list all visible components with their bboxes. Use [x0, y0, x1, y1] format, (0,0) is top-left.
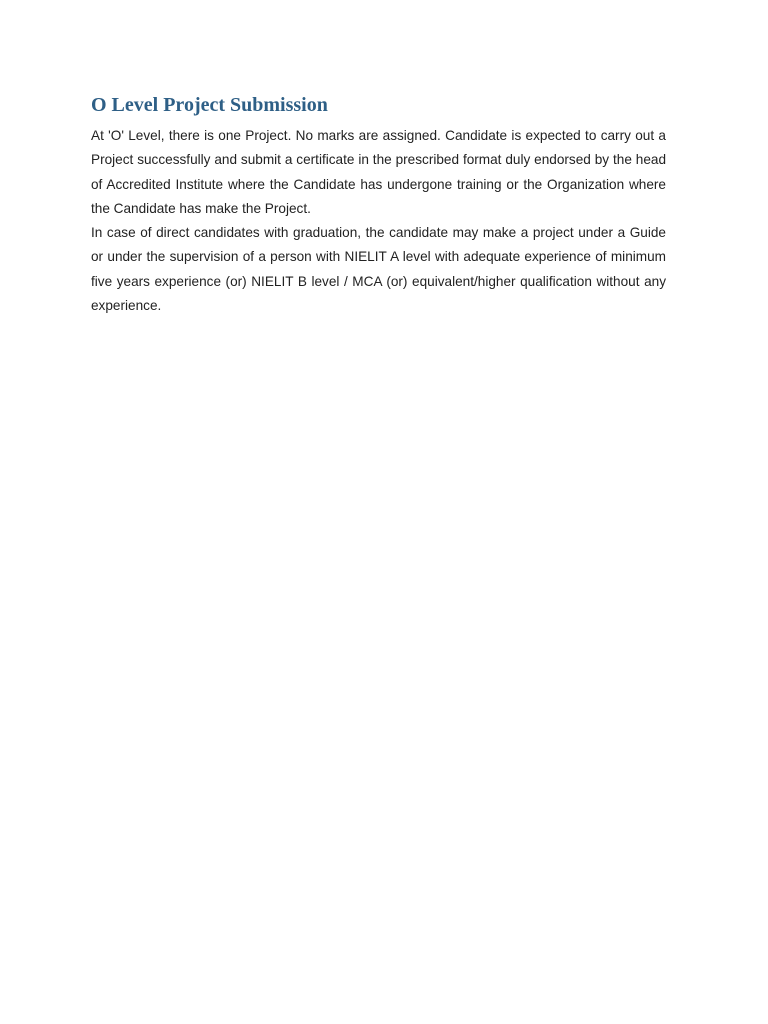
page-title: O Level Project Submission [91, 94, 328, 116]
paragraph-direct-candidates: In case of direct candidates with graduation, the candidate may make a project under a Guide or under the supervision of a person with NIELIT A level with adequate experience of minimum five years experience (or) NIELIT B level / MCA (or) equivalent/higher qualification without any experience. [91, 225, 666, 314]
paragraph-project-requirements: At 'O' Level, there is one Project. No marks are assigned. Candidate is expected to carry out a Project successfully and submit a certificate in the prescribed format duly endorsed by the head of Accredited Institute where the Candidate has undergone training or the Organization where the Candidate has make the Project. [91, 128, 666, 216]
document-content [91, 92, 666, 318]
